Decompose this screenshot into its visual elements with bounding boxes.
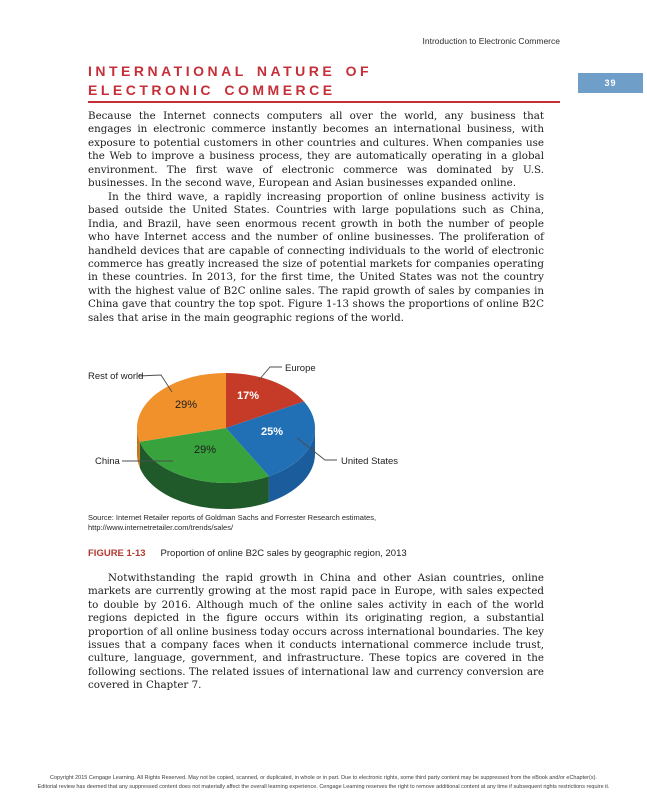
- page-number: 39: [604, 78, 617, 88]
- figure-source-url: http://www.internetretailer.com/trends/sales/: [88, 523, 234, 532]
- figure-caption-row: [88, 548, 407, 559]
- section-heading-line2: ELECTRONIC COMMERCE: [88, 81, 336, 98]
- running-head: Introduction to Electronic Commerce: [422, 36, 560, 46]
- pie-value-label-europe: 17%: [236, 390, 260, 402]
- pie-value-label-rest-of-world: 29%: [174, 399, 198, 411]
- pie-region-label-rest-of-world: Rest of world: [88, 371, 144, 382]
- copyright-line2: Editorial review has deemed that any suppressed content does not materially affect the overall learning experience. Cengage Learning reserves the right to remove additional content at any time if subsequent rights restrictions require it.: [37, 784, 610, 790]
- copyright-footer: [0, 774, 647, 792]
- pie-region-label-united-states: United States: [341, 456, 399, 467]
- paragraph-growth: Notwithstanding the rapid growth in China and other Asian countries, online markets are currently growing at the most rapid pace in Europe, with sales expected to double by 2016. Although much of the online sales activity in each of the world regions depicted in the figure occurs within its originating region, a substantial proportion of all online business today occurs across international boundaries. The key issues that a company faces when it conducts international commerce include trust, culture, language, government, and infrastructure. These topics are covered in the following sections. The related issues of international law and currency conversion are covered in Chapter 7.: [88, 572, 544, 692]
- b2c-pie-chart: [85, 358, 515, 510]
- pie-value-label-china: 29%: [193, 444, 217, 456]
- figure-source-line1: Source: Internet Retailer reports of Goldman Sachs and Forrester Research estimates,: [88, 513, 377, 522]
- figure-label: FIGURE 1-13: [88, 548, 146, 559]
- pie-region-label-china: China: [95, 456, 120, 467]
- page-number-badge: [578, 73, 643, 93]
- paragraph-intro: Because the Internet connects computers all over the world, any business that engages in electronic commerce instantly becomes an international business, with exposure to potential customers in other countries and cultures. When companies use the Web to improve a business process, they are automatically operating in a global environment. The first wave of electronic commerce was dominated by U.S. businesses. In the second wave, European and Asian businesses expanded online.: [88, 110, 544, 190]
- section-heading: [88, 62, 568, 99]
- figure-caption: Proportion of online B2C sales by geographic region, 2013: [160, 548, 407, 559]
- copyright-line1: Copyright 2015 Cengage Learning. All Rights Reserved. May not be copied, scanned, or duplicated, in whole or in part. Due to electronic rights, some third party content may be suppressed from the eBook and/or eChapter(s).: [50, 775, 597, 781]
- figure-source: [88, 513, 508, 533]
- section-heading-line1: INTERNATIONAL NATURE OF: [88, 63, 373, 79]
- pie-region-label-europe: Europe: [285, 363, 316, 374]
- heading-rule: [88, 101, 560, 103]
- paragraph-third-wave: In the third wave, a rapidly increasing proportion of online business activity is based outside the United States. Countries with large populations such as China, India, and Brazil, have seen enormous recent growth in both the number of people who have Internet access and the number of online businesses. The proliferation of handheld devices that are capable of connecting individuals to the world of electronic commerce has greatly increased the size of potential markets for companies operating in these countries. In 2013, for the first time, the United States was not the country with the highest value of B2C online sales. The rapid growth of sales by companies in China gave that country the top spot. Figure 1-13 shows the proportions of online B2C sales that arise in the main geographic regions of the world.: [88, 191, 544, 324]
- pie-value-label-united-states: 25%: [260, 426, 284, 438]
